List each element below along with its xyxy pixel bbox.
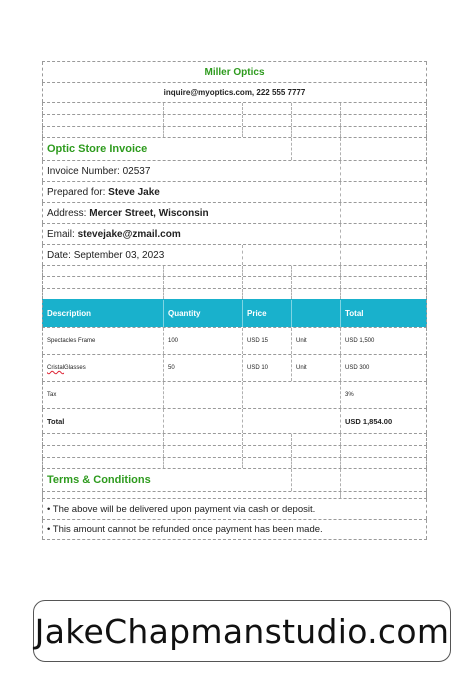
blank-row xyxy=(42,433,427,445)
total-value: USD 1,854.00 xyxy=(345,416,393,426)
invoice-title: Optic Store Invoice xyxy=(47,143,148,155)
store-contact: inquire@myoptics.com, 222 555 7777 xyxy=(163,88,306,97)
prepared-for-row xyxy=(42,181,427,202)
invoice-number: Invoice Number: 02537 xyxy=(47,165,151,177)
terms-item xyxy=(42,519,427,540)
terms-item xyxy=(42,498,427,519)
blank-row xyxy=(42,102,427,114)
table-header-row xyxy=(42,299,427,327)
terms-title-row xyxy=(42,468,427,491)
row-price: USD 15 xyxy=(247,338,269,344)
row-unit: Unit xyxy=(296,338,307,344)
prepared-for: Prepared for: Steve Jake xyxy=(47,186,160,198)
blank-row xyxy=(42,265,427,276)
contact-row xyxy=(42,82,427,102)
terms-title: Terms & Conditions xyxy=(47,474,151,486)
blank-row xyxy=(42,445,427,457)
column-header-total: Total xyxy=(345,309,364,318)
blank-row xyxy=(42,288,427,299)
blank-row xyxy=(42,491,427,498)
blank-row xyxy=(42,114,427,126)
blank-row xyxy=(42,457,427,468)
table-row xyxy=(42,354,427,381)
table-row xyxy=(42,381,427,408)
row-unit: Unit xyxy=(296,365,307,371)
row-quantity: 100 xyxy=(168,338,179,344)
column-header-price: Price xyxy=(247,309,267,318)
row-description: Tax xyxy=(47,392,57,398)
row-total: 3% xyxy=(345,392,354,398)
invoice-title-row xyxy=(42,137,427,160)
total-label: Total xyxy=(47,416,65,426)
email: Email: stevejake@zmail.com xyxy=(47,228,181,240)
row-price: USD 10 xyxy=(247,365,269,371)
terms-item-text: • This amount cannot be refunded once payment has been made. xyxy=(47,524,323,535)
store-name-row xyxy=(42,61,427,82)
watermark-text: JakeChapmanstudio.com xyxy=(34,611,450,651)
address: Address: Mercer Street, Wisconsin xyxy=(47,207,209,219)
blank-row xyxy=(42,126,427,137)
invoice-date: Date: September 03, 2023 xyxy=(47,249,165,261)
blank-row xyxy=(42,276,427,288)
invoice-sheet xyxy=(42,61,427,540)
row-quantity: 50 xyxy=(168,365,175,371)
column-header-quantity: Quantity xyxy=(168,309,201,318)
date-row xyxy=(42,244,427,265)
store-name: Miller Optics xyxy=(204,66,265,78)
row-total: USD 1,500 xyxy=(345,338,375,344)
table-row xyxy=(42,327,427,354)
total-row xyxy=(42,408,427,433)
terms-item-text: • The above will be delivered upon payment via cash or deposit. xyxy=(47,503,316,515)
column-header-description: Description xyxy=(47,309,92,318)
watermark-banner xyxy=(33,600,451,662)
row-total: USD 300 xyxy=(345,365,370,371)
email-row xyxy=(42,223,427,244)
row-description: Cristal Glasses xyxy=(47,365,86,371)
address-row xyxy=(42,202,427,223)
row-description: Spectacles Frame xyxy=(47,338,96,344)
invoice-number-row xyxy=(42,160,427,181)
